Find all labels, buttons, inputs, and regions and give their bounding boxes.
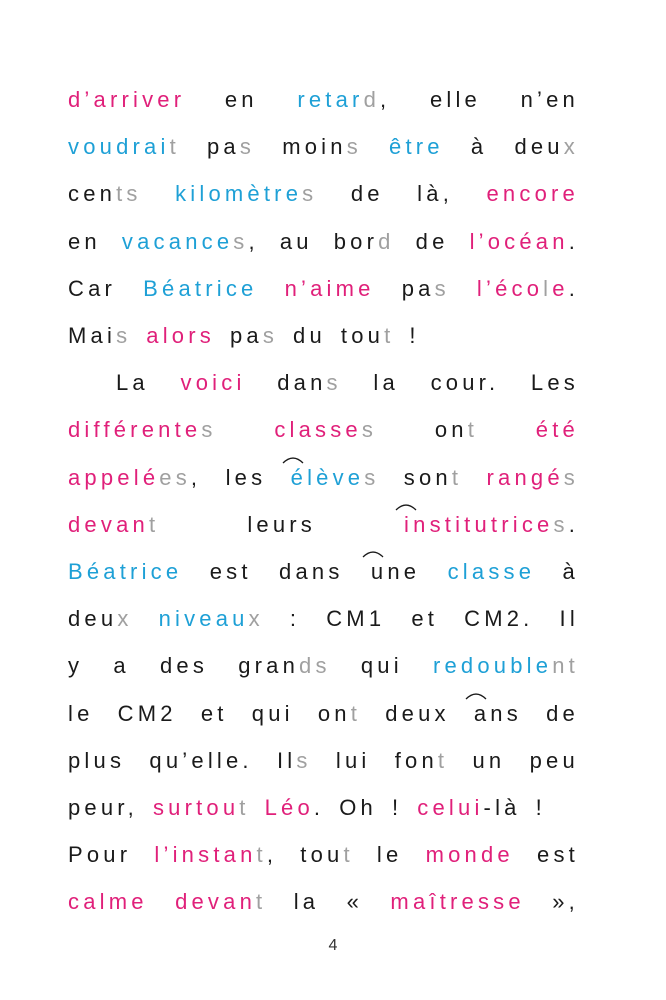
word [149, 748, 252, 774]
word-segment: a [113, 653, 130, 679]
word-segment: s [116, 323, 132, 348]
word-segment: : [289, 606, 301, 632]
word [464, 606, 533, 632]
word [371, 559, 420, 585]
word-segment: moin [282, 134, 347, 160]
word [409, 323, 419, 349]
word-segment: d’ [68, 87, 94, 112]
word [68, 748, 125, 774]
word [530, 748, 579, 774]
word-segment: redouble [432, 653, 553, 679]
word-segment: La [116, 370, 149, 396]
word [252, 701, 294, 727]
word [351, 181, 384, 207]
word-segment: l’éco [476, 275, 544, 301]
word-segment: cour. [430, 370, 500, 396]
word [546, 701, 579, 727]
word-segment: maîtresse [390, 889, 525, 915]
word [146, 323, 215, 349]
word-segment: qui [251, 700, 294, 726]
word [326, 606, 385, 632]
word-segment: là, [417, 181, 454, 207]
word [68, 512, 159, 538]
word-segment: et [411, 606, 439, 632]
word-segment: être [389, 134, 444, 160]
word [68, 323, 131, 349]
word [373, 370, 399, 396]
word [291, 465, 380, 491]
word-segment: CM2. [464, 606, 534, 632]
word [122, 229, 259, 255]
word [68, 889, 148, 915]
word-segment: classe [274, 417, 362, 443]
word [416, 229, 449, 255]
word-segment: s [553, 511, 569, 537]
word-segment: e [552, 275, 569, 301]
word-segment: s [326, 370, 342, 396]
word [560, 606, 579, 632]
word-segment: s [201, 417, 217, 443]
word-segment: deux [385, 700, 450, 726]
word-segment: en [224, 87, 258, 112]
word-segment: différente [68, 417, 202, 443]
word-segment: à [562, 559, 579, 584]
word [68, 606, 133, 632]
word-segment: tou [340, 323, 385, 348]
word [536, 417, 579, 443]
word-segment: , [190, 464, 202, 490]
word [277, 748, 312, 774]
word [521, 87, 579, 113]
word [143, 276, 257, 302]
word [238, 653, 330, 679]
word [404, 512, 579, 538]
word [175, 181, 317, 207]
word-segment: qui [360, 653, 403, 679]
word [392, 795, 402, 821]
word [385, 701, 450, 727]
word-segment: classe [447, 559, 536, 584]
word [68, 229, 101, 255]
word [334, 229, 395, 255]
word-segment: ts [116, 181, 142, 207]
word-segment: calme [68, 889, 148, 915]
word-segment: t [256, 842, 267, 868]
text-line [68, 82, 579, 118]
word [68, 559, 182, 585]
word-segment: peu [529, 747, 579, 773]
word [181, 370, 246, 396]
word-segment: institutrice [404, 511, 554, 537]
text-line [68, 601, 579, 637]
word [300, 842, 354, 868]
word-segment: la [293, 889, 320, 915]
word [290, 606, 300, 632]
word-segment: , [248, 228, 259, 254]
word-segment: son [403, 464, 452, 490]
word [514, 134, 579, 160]
word [226, 465, 267, 491]
word-segment: s [434, 275, 450, 301]
word-segment: été [535, 417, 579, 443]
word-segment: s [346, 134, 362, 160]
word [68, 276, 116, 302]
word-segment: alors [146, 323, 215, 348]
word-segment: CM2 [117, 700, 177, 726]
word-segment: x [563, 134, 579, 160]
word-segment: plus [68, 747, 126, 773]
word-segment: Pour [68, 842, 132, 868]
word [68, 87, 185, 113]
word-segment: celui [417, 795, 484, 820]
word-segment: et [200, 700, 228, 726]
word [201, 701, 228, 727]
word [341, 323, 395, 349]
text-line [68, 224, 579, 260]
word-segment: devan [68, 511, 149, 537]
word [68, 417, 217, 443]
word-segment: t [256, 889, 267, 915]
word [160, 653, 208, 679]
word-segment: s [239, 134, 256, 160]
word-segment: -là [483, 795, 521, 820]
word [265, 795, 325, 821]
word [280, 229, 313, 255]
liaison-arc-icon [465, 690, 487, 700]
word-segment: t [384, 323, 395, 348]
word-segment: t [350, 700, 362, 726]
word-segment: l [543, 275, 553, 301]
word [294, 889, 320, 915]
text-line [68, 412, 579, 448]
text-line [68, 648, 579, 684]
word [552, 889, 579, 915]
word-segment: de [415, 228, 449, 254]
text-line [68, 837, 579, 873]
word [68, 701, 94, 727]
word-segment: Car [68, 275, 117, 301]
word [433, 653, 579, 679]
word-segment: n’aime [284, 275, 375, 301]
word-segment: Mai [68, 323, 117, 348]
word-segment: ! [391, 795, 403, 820]
word-segment: pa [229, 323, 263, 348]
word [426, 842, 514, 868]
word-segment: est [537, 842, 579, 868]
word-segment: appelé [68, 464, 160, 490]
word [389, 134, 444, 160]
word [537, 842, 579, 868]
word [279, 559, 344, 585]
word [225, 87, 258, 113]
word-segment: y [68, 653, 84, 679]
word [68, 795, 138, 821]
word [435, 417, 478, 443]
word [536, 795, 546, 821]
word [297, 87, 390, 113]
word-segment: , [380, 87, 391, 112]
word [487, 181, 579, 207]
word-segment: . [568, 228, 579, 254]
word [395, 748, 449, 774]
word-segment: encore [486, 181, 579, 207]
word [411, 606, 438, 632]
word-segment: vacance [121, 228, 234, 254]
text-line [68, 271, 579, 307]
word-segment: voudrai [68, 134, 170, 160]
word [487, 465, 579, 491]
word-segment: Léo [264, 795, 314, 820]
text-line [68, 176, 579, 212]
word [477, 276, 579, 302]
word [318, 701, 361, 727]
word-segment: . [568, 275, 579, 301]
word-segment: la [373, 370, 399, 396]
word [210, 559, 252, 585]
word [339, 795, 377, 821]
word [274, 417, 377, 443]
word-segment: Oh [339, 795, 377, 820]
word [118, 701, 177, 727]
word-segment: n’en [520, 87, 579, 112]
word-segment: Béatrice [68, 559, 183, 584]
word-segment: au [279, 228, 313, 254]
word-segment: qu’elle. [149, 747, 253, 773]
word-segment: nt [552, 653, 579, 679]
word [471, 134, 487, 160]
text-line [116, 365, 579, 401]
word [285, 276, 375, 302]
word-segment: es [159, 464, 191, 490]
word-segment: x [248, 606, 264, 632]
word [154, 842, 277, 868]
word-segment: tou [300, 842, 344, 868]
word-segment: . [313, 795, 325, 820]
word-segment: s [262, 323, 279, 348]
word-segment: elle [429, 87, 481, 112]
word-segment: dans [279, 559, 344, 584]
word-segment: l’océan [469, 228, 569, 254]
word-segment: s [563, 464, 579, 490]
word-segment: cen [68, 181, 117, 207]
word [430, 87, 481, 113]
word [336, 748, 371, 774]
word-segment: de [350, 181, 384, 207]
word [404, 465, 462, 491]
word [68, 653, 83, 679]
word-segment: élève [290, 464, 365, 490]
word-segment: deu [68, 606, 118, 632]
word-segment: s [361, 417, 378, 443]
word-segment: bor [333, 228, 379, 254]
word-segment: est [209, 559, 252, 584]
word-segment: pa [207, 134, 240, 160]
word-segment: kilomètre [175, 181, 303, 207]
word-segment: Il [559, 606, 579, 632]
word-segment: t [169, 134, 180, 160]
word-segment: t [437, 747, 449, 773]
word [68, 842, 131, 868]
word [474, 701, 522, 727]
word-segment: Les [530, 370, 579, 396]
text-line [68, 696, 579, 732]
word-segment: retar [297, 87, 364, 112]
word-segment: ! [409, 323, 420, 348]
word-segment: on [317, 700, 351, 726]
word-segment: pa [401, 275, 435, 301]
word [68, 465, 201, 491]
word-segment: d [378, 228, 395, 254]
word-segment: d [363, 87, 381, 112]
word [282, 134, 362, 160]
word-segment: le [376, 842, 403, 868]
word-segment: des [159, 653, 209, 679]
word-segment: Béatrice [143, 275, 258, 301]
word-segment: dan [277, 370, 327, 396]
word-segment: t [343, 842, 354, 868]
word [230, 323, 278, 349]
word [431, 370, 500, 396]
text-line [68, 884, 579, 920]
word [247, 512, 316, 538]
text-line [68, 790, 579, 826]
word [159, 606, 264, 632]
word-segment: voici [180, 370, 246, 396]
word-segment: t [467, 417, 479, 443]
word-segment: arriver [93, 87, 186, 112]
word-segment: l’instan [154, 842, 257, 868]
word-segment: gran [238, 653, 300, 679]
liaison-arc-icon [395, 501, 417, 511]
word-segment: , [266, 842, 278, 868]
word-segment: t [239, 795, 250, 820]
word [361, 653, 403, 679]
word [116, 370, 149, 396]
word-segment: t [451, 464, 463, 490]
liaison-arc-icon [282, 454, 304, 464]
word-segment: en [68, 228, 101, 254]
text-line [68, 460, 579, 496]
word-segment: peur, [68, 795, 138, 820]
word [68, 134, 180, 160]
word-segment: Il [277, 747, 297, 773]
word [175, 889, 266, 915]
word-segment: t [148, 511, 160, 537]
word [563, 559, 579, 585]
word [448, 559, 536, 585]
word-segment: leurs [247, 511, 316, 537]
word-segment: les [225, 464, 267, 490]
word-segment: ds [299, 653, 331, 679]
word [293, 323, 326, 349]
word [417, 795, 520, 821]
word-segment: s [233, 228, 249, 254]
word-segment: rangé [486, 464, 564, 490]
word-segment: fon [394, 747, 438, 773]
word [68, 181, 142, 207]
word-segment: lui [335, 747, 371, 773]
liaison-arc-icon [362, 548, 384, 558]
word-segment: monde [425, 842, 514, 868]
word-segment: surtou [152, 795, 240, 820]
word [417, 181, 453, 207]
word [207, 134, 255, 160]
word-segment: x [117, 606, 133, 632]
word-segment: ! [535, 795, 546, 820]
word-segment: s [364, 464, 380, 490]
word [390, 889, 524, 915]
word-segment: s [296, 747, 312, 773]
word [472, 748, 505, 774]
word [153, 795, 250, 821]
page-number: 4 [328, 937, 338, 954]
word-segment: . [568, 511, 579, 537]
word-segment: », [552, 889, 579, 915]
word-segment: niveau [158, 606, 249, 632]
word-segment: une [370, 559, 421, 584]
word-segment: CM1 [326, 606, 386, 632]
text-line [68, 507, 579, 543]
word-segment: le [68, 700, 94, 726]
word-segment: devan [175, 889, 257, 915]
word-segment: s [302, 181, 318, 207]
word [470, 229, 579, 255]
word-segment: ans [473, 700, 522, 726]
word [377, 842, 403, 868]
word-segment: deu [514, 134, 564, 160]
text-line [68, 318, 579, 354]
word [277, 370, 342, 396]
text-line [68, 554, 579, 590]
text-line [68, 743, 579, 779]
word [402, 276, 450, 302]
word [113, 653, 129, 679]
text-line [68, 129, 579, 165]
word-segment: on [434, 417, 468, 443]
word [347, 889, 363, 915]
word-segment: à [470, 134, 488, 160]
word-segment: de [546, 700, 579, 726]
word-segment: un [472, 747, 506, 773]
word-segment: du [293, 323, 326, 348]
word-segment: « [346, 889, 364, 915]
word [531, 370, 579, 396]
